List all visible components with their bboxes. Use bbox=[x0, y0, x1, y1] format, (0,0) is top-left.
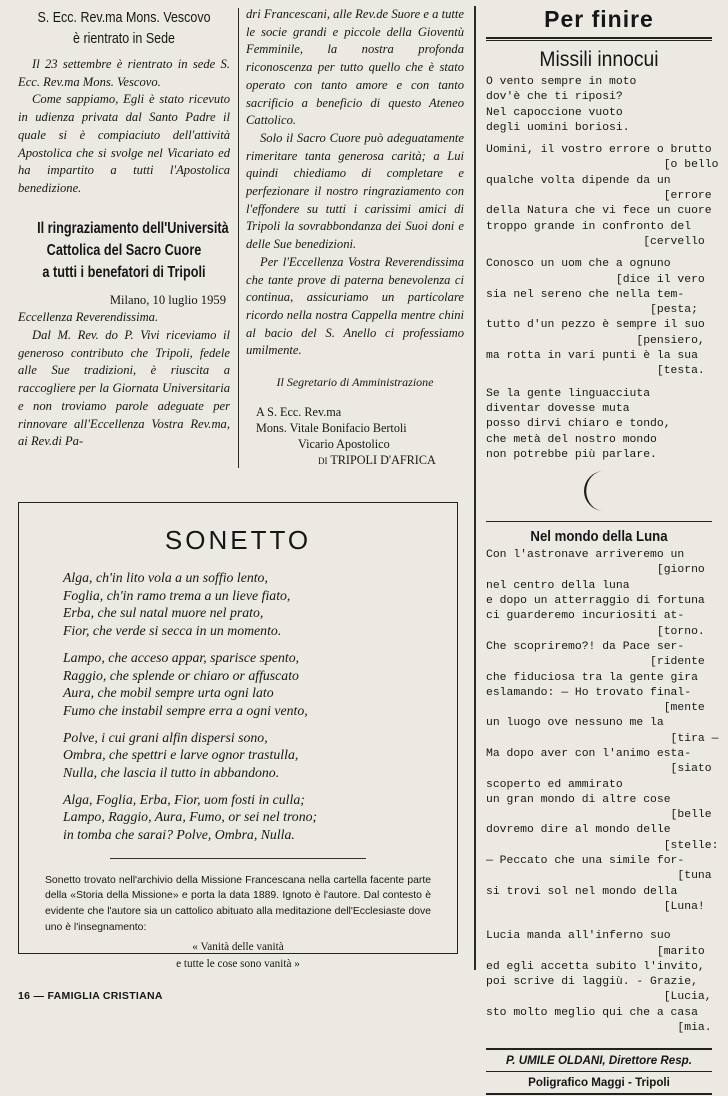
verse-line: Erba, che sul natal muore nel prato, bbox=[63, 605, 264, 621]
headline-line: è rientrato in Sede bbox=[73, 31, 175, 47]
sonetto-title: SONETTO bbox=[164, 525, 312, 555]
poem-line: Nel capoccione vuoto bbox=[486, 106, 623, 119]
section-banner: Per finire bbox=[544, 6, 654, 32]
rule bbox=[110, 858, 366, 859]
article-paragraph: Dal M. Rev. do P. Vivi riceviamo il generoso contributo che Tripoli, fedele alle Sue tradizioni, è riuscita a raccogliere per la Giornata Universitaria e non troviamo parole adeguate per rinnovare all'Eccellenza Vostra Rev.ma, ai Rev.di Pa- bbox=[18, 328, 230, 449]
poem-line: Con l'astronave arriveremo un bbox=[486, 549, 685, 562]
sonetto-stanza bbox=[63, 649, 457, 720]
poem-line: ed egli accetta subito l'invito, bbox=[486, 960, 705, 973]
poem-line: [Lucia, bbox=[486, 991, 712, 1004]
dateline: Milano, 10 luglio 1959 bbox=[109, 292, 226, 307]
poem-line: [cervello bbox=[486, 235, 705, 248]
poem-line: sto molto meglio qui che a casa bbox=[486, 1006, 698, 1019]
article-paragraph: Per l'Eccellenza Vostra Reverendissima che tante prove di paterna benevolenza ci continua, assicuriamo un particolare ricordo nella nostra Cappella mentre chini al bacio del S. Anello ci professiamo umilmente. bbox=[246, 254, 464, 358]
sonetto-stanza bbox=[63, 569, 457, 640]
address-line: Mons. Vitale Bonifacio Bertoli bbox=[256, 421, 407, 436]
poem-line bbox=[486, 250, 712, 257]
poem-text bbox=[486, 75, 719, 463]
verse-line: Lampo, che acceso appar, sparisce spento, bbox=[63, 649, 300, 665]
article-paragraph: Solo il Sacro Cuore può adeguatamente rimeritare tanta generosa carità; a Lui quindi chiediamo di completare e perfezionare il nostro ringraziamento con l'effondere su tutti i carissimi amici di Tripoli la sovrabbondanza dei Suoi doni e delle Sue benedizioni. bbox=[246, 130, 464, 252]
poem-line: [ridente bbox=[486, 656, 705, 669]
headline-line: Il ringraziamento dell'Università bbox=[37, 219, 229, 237]
poem-line: un luogo ove nessuno me la bbox=[486, 717, 664, 730]
poem-line: [testa. bbox=[486, 365, 705, 378]
verse-line: Alga, Foglia, Erba, Fior, uom fosti in culla; bbox=[63, 791, 305, 807]
poem-line: un gran mondo di altre cose bbox=[486, 793, 671, 806]
crescent-moon-icon bbox=[582, 469, 616, 513]
credit-printer: Poligrafico Maggi - Tripoli bbox=[528, 1076, 670, 1090]
poem-line: nel centro della luna bbox=[486, 579, 630, 592]
rule bbox=[486, 1071, 712, 1072]
headline-vescovo bbox=[33, 8, 215, 50]
poem-line: [marito bbox=[486, 945, 705, 958]
poem-title: Nel mondo della Luna bbox=[530, 528, 668, 546]
quote-line: « Vanità delle vanità bbox=[192, 941, 284, 954]
address-line: di TRIPOLI D'AFRICA bbox=[318, 453, 436, 468]
article-paragraph: Come sappiamo, Egli è stato ricevuto in udienza privata dal Santo Padre il quale si è compiaciuto dell'attività Apostolica che si svolge nel Vicariato ed ha impartito a tutti l'Apostolica benedizione. bbox=[18, 92, 230, 195]
verse-line: Aura, che mobil sempre urta ogni lato bbox=[63, 685, 274, 701]
poem-line: Lucia manda all'inferno suo bbox=[486, 930, 671, 943]
sonetto-quote bbox=[19, 939, 457, 973]
poem-line bbox=[486, 922, 712, 929]
poem-line: ci guarderemo incuriositi at- bbox=[486, 610, 685, 623]
poem-line: sia nel sereno che nella tem- bbox=[486, 288, 685, 301]
sonetto-stanza bbox=[63, 729, 457, 782]
poem-line: troppo grande in confronto del bbox=[486, 220, 692, 233]
credits bbox=[486, 1051, 712, 1092]
poem-line: [Luna! bbox=[486, 900, 705, 913]
poem-line: [tira — bbox=[486, 732, 719, 745]
headline-ringraziamento bbox=[37, 218, 229, 284]
poem-line bbox=[486, 380, 712, 387]
poem-line: poi scrive di laggiù. - Grazie, bbox=[486, 976, 698, 989]
poem-line: [giorno bbox=[486, 564, 705, 577]
column-divider bbox=[238, 8, 239, 468]
poem-line: [siato bbox=[486, 763, 712, 776]
poem-line bbox=[486, 136, 712, 143]
verse-line: Nulla, che lascia il tutto in abbandono. bbox=[63, 765, 280, 781]
quote-line: e tutte le cose sono vanità » bbox=[176, 958, 300, 971]
verse-line: Polve, i cui grani alfin dispersi sono, bbox=[63, 729, 268, 745]
column-middle bbox=[246, 6, 464, 468]
poem-line: diventar dovesse muta bbox=[486, 402, 630, 415]
poem-line: eslamando: — Ho trovato final- bbox=[486, 686, 692, 699]
verse-line: Raggio, che splende or chiaro or affuscato bbox=[63, 667, 299, 683]
article-paragraph: Il 23 settembre è rientrato in sede S. Ecc. Rev.ma Mons. Vescovo. bbox=[18, 57, 230, 89]
poem-line: [o bello bbox=[486, 159, 719, 172]
credit-director: P. UMILE OLDANI, Direttore Resp. bbox=[506, 1054, 692, 1068]
signature: Il Segretario di Amministrazione bbox=[276, 375, 434, 390]
headline-line: a tutti i benefatori di Tripoli bbox=[42, 263, 206, 281]
verse-line: Foglia, ch'in ramo trema a un lieve fiato, bbox=[63, 587, 291, 603]
address-line: Vicario Apostolico bbox=[298, 437, 390, 452]
poem-line: ma rotta in vari punti è la sua bbox=[486, 350, 698, 363]
poem-line: — Peccato che una simile for- bbox=[486, 855, 685, 868]
poem-line: Conosco un uom che a ognuno bbox=[486, 258, 671, 271]
sonetto-stanza bbox=[63, 791, 457, 844]
article-paragraph: dri Francescani, alle Rev.de Suore e a tutte le socie grandi e piccole della Gioventù Femminile, la nostra profonda riconoscenza per tutto quello che è stato operato con tanto amore e con tanto sacrificio a beneficio di questo Ateneo Cattolico. bbox=[246, 7, 464, 128]
poem-line: [pensiero, bbox=[486, 334, 705, 347]
poem-line: [pesta; bbox=[486, 304, 698, 317]
poem-line: che metà del nostro mondo bbox=[486, 433, 657, 446]
poem-line: dovremo dire al mondo delle bbox=[486, 824, 671, 837]
poem-title: Missili innocui bbox=[539, 48, 659, 71]
poem-line: che fiduciosa tra la gente gira bbox=[486, 671, 698, 684]
sonetto-box bbox=[18, 502, 458, 971]
rule bbox=[486, 37, 712, 39]
poem-line: [torno. bbox=[486, 625, 705, 638]
poem-line bbox=[486, 915, 712, 922]
rule bbox=[486, 1093, 712, 1095]
poem-line: [errore bbox=[486, 190, 712, 203]
poem-line: [stelle: bbox=[486, 839, 719, 852]
poem-line: qualche volta dipende da un bbox=[486, 174, 671, 187]
poem-line: [dice il vero bbox=[486, 273, 705, 286]
poem-line: posso dirvi chiaro e tondo, bbox=[486, 418, 671, 431]
poem-line: scoperto ed ammirato bbox=[486, 778, 623, 791]
column-divider bbox=[474, 6, 476, 970]
poem-text bbox=[486, 548, 719, 1036]
poem-line: si trovi sol nel mondo della bbox=[486, 885, 678, 898]
poem-line: tutto d'un pezzo è sempre il suo bbox=[486, 319, 705, 332]
poem-line: dov'è che ti riposi? bbox=[486, 91, 623, 104]
column-left bbox=[18, 8, 230, 451]
sonetto-stanzas bbox=[19, 569, 457, 844]
rule bbox=[486, 521, 712, 522]
poem-line: O vento sempre in moto bbox=[486, 76, 637, 88]
poem-line: [belle bbox=[486, 809, 712, 822]
poem-line: Che scopriremo?! da Pace ser- bbox=[486, 640, 685, 653]
verse-line: in tomba che sarai? Polve, Ombra, Nulla. bbox=[63, 827, 295, 843]
headline-line: Cattolica del Sacro Cuore bbox=[46, 241, 202, 259]
rule bbox=[486, 40, 712, 41]
poem-line: non potrebbe più parlare. bbox=[486, 448, 657, 461]
verse-line: Lampo, Raggio, Aura, Fumo, or sei nel trono; bbox=[63, 809, 318, 825]
page-footer: 16 — FAMIGLIA CRISTIANA bbox=[18, 990, 163, 1002]
poem-line: [mente bbox=[486, 702, 705, 715]
verse-line: Ombra, che spettri e larve ognor trastulla, bbox=[63, 747, 299, 763]
poem-line: e dopo un atterraggio di fortuna bbox=[486, 595, 705, 608]
verse-line: Fior, che verde si secca in un momento. bbox=[63, 623, 282, 639]
column-right bbox=[486, 0, 719, 1096]
poem-line: degli uomini boriosi. bbox=[486, 121, 630, 134]
poem-line: [tuna bbox=[486, 870, 712, 883]
rule bbox=[486, 1048, 712, 1050]
poem-line: Se la gente linguacciuta bbox=[486, 387, 651, 400]
verse-line: Fumo che instabil sempre erra a ogni vento, bbox=[63, 702, 308, 718]
sonetto-note: Sonetto trovato nell'archivio della Missione Francescana nella cartella facente parte della «Storia della Missione» e porta la data 1889. Ignoto è l'autore. Dal contesto è evidente che l'autore sia un cattolico abituato alla meditazione dell'Ecclesiaste dove uno è l'insegnamento: bbox=[45, 874, 431, 933]
verse-line: Alga, ch'in lito vola a un soffio lento, bbox=[63, 570, 268, 585]
address-line: A S. Ecc. Rev.ma bbox=[256, 405, 342, 420]
salutation: Eccellenza Reverendissima. bbox=[18, 310, 159, 325]
poem-line: Ma dopo aver con l'animo esta- bbox=[486, 747, 692, 760]
address-block bbox=[246, 404, 464, 468]
headline-line: S. Ecc. Rev.ma Mons. Vescovo bbox=[37, 10, 211, 26]
poem-line: [mia. bbox=[486, 1022, 712, 1035]
poem-line: della Natura che vi fece un cuore bbox=[486, 205, 712, 218]
poem-line: Uomini, il vostro errore o brutto bbox=[486, 144, 712, 157]
